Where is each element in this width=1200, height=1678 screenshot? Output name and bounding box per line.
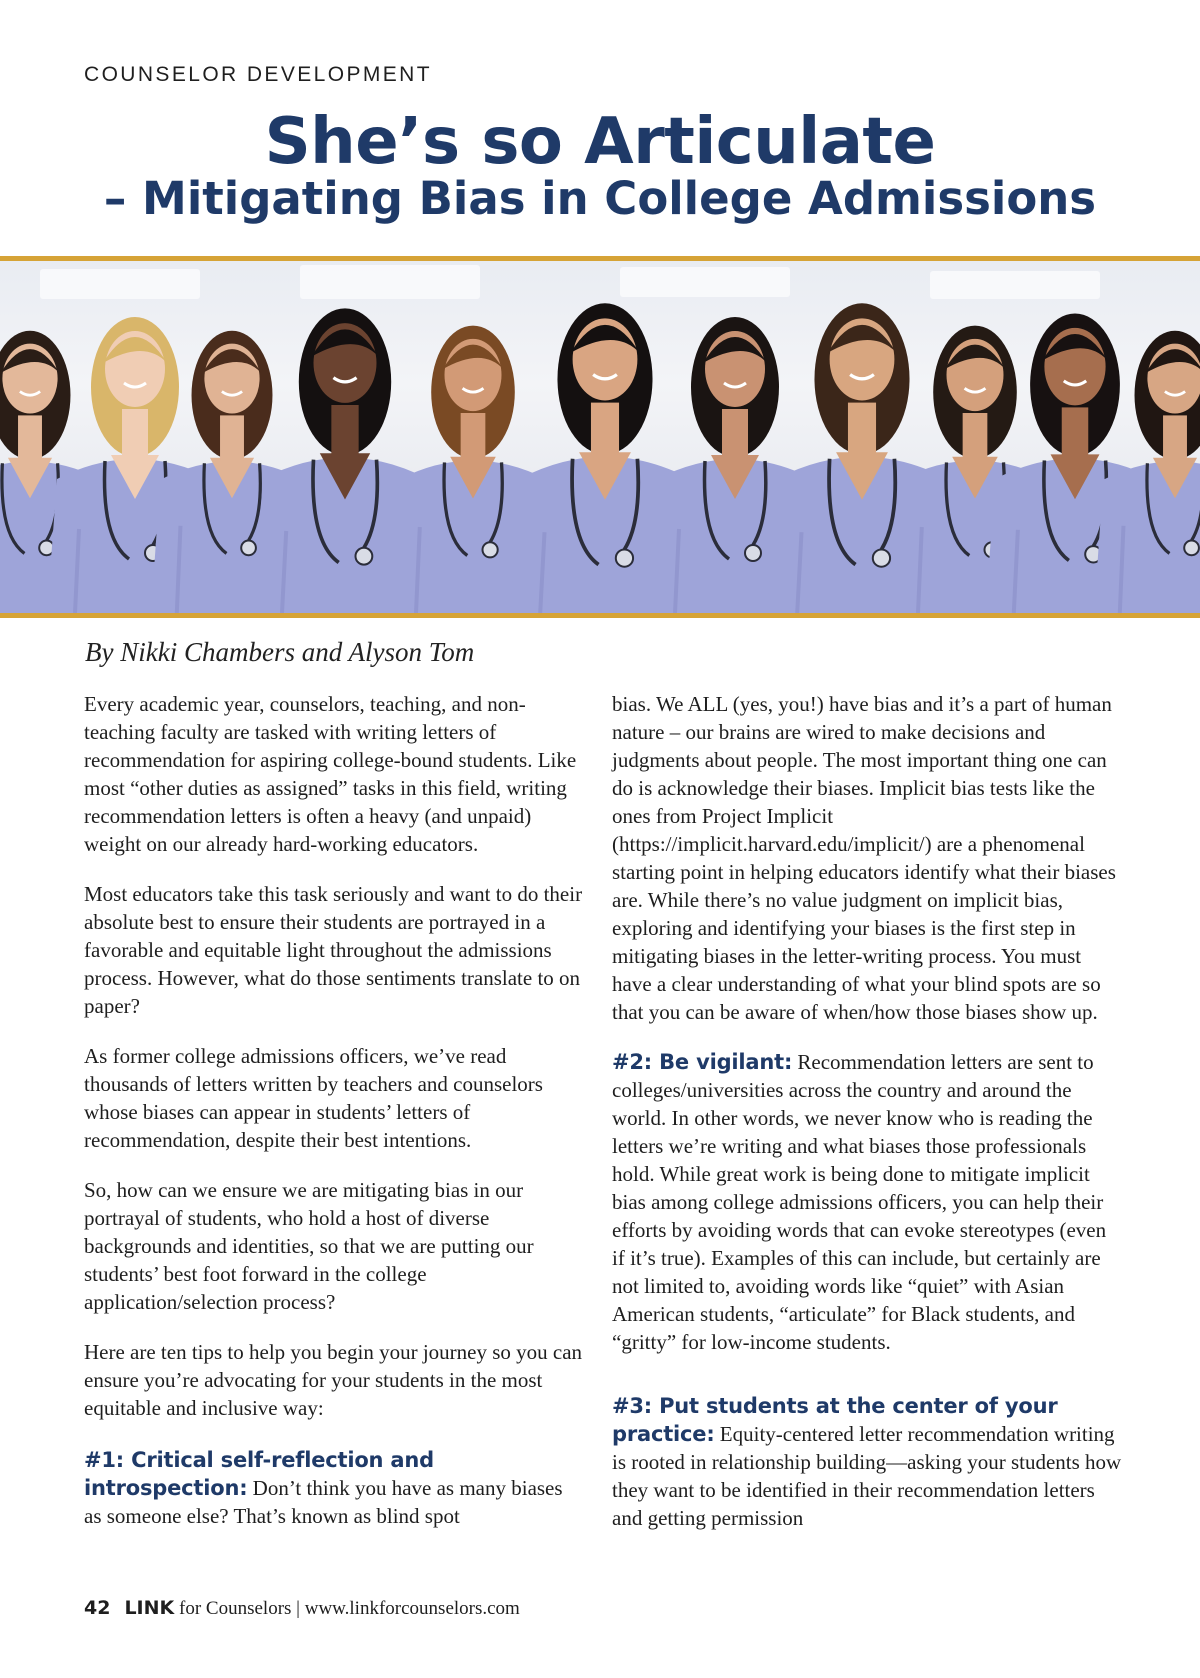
page-number: 42 (84, 1597, 111, 1619)
section-label: COUNSELOR DEVELOPMENT (84, 63, 432, 86)
bottom-gold-rule (0, 613, 1200, 618)
article-subtitle: – Mitigating Bias in College Admissions (103, 172, 1097, 225)
footer-publication: for Counselors | www.linkforcounselors.com (174, 1598, 520, 1619)
tip-2-heading: #2: Be vigilant: (612, 1050, 793, 1074)
left-column (84, 690, 584, 1530)
paragraph: Most educators take this task seriously and want to do their absolute best to ensure their students are portrayed in a favorable and equitable light throughout the admissions process. However, what do those sentiments translate to on paper? (84, 882, 583, 1018)
paragraph: So, how can we ensure we are mitigating bias in our portrayal of students, who hold a host of diverse backgrounds and identities, so that we are putting our students’ best foot forward in the college application/selection process? (84, 1178, 534, 1314)
paragraph: Every academic year, counselors, teaching, and non-teaching faculty are tasked with writing letters of recommendation for aspiring college-bound students. Like most “other duties as assigned” tasks in this field, writing recommendation letters is often a heavy (and unpaid) weight on our already hard-working educators. (84, 692, 577, 856)
paragraph: Here are ten tips to help you begin your journey so you can ensure you’re advocating for your students in the most equitable and inclusive way: (84, 1340, 583, 1420)
tip-3-body: Equity-centered letter recommendation writing is rooted in relationship building—asking your students how they want to be identified in their recommendation letters and getting permission (612, 1422, 1122, 1530)
paragraph: bias. We ALL (yes, you!) have bias and it’s a part of human nature – our brains are wired to make decisions and judgments about people. The most important thing one can do is acknowledge their biases. Implicit bias tests like the ones from Project Implicit (https://implicit.harvard.edu/implicit/) are a phenomenal starting point in helping educators identify what their biases are. While there’s no value judgment on implicit bias, exploring and identifying your biases is the first step in mitigating biases in the letter-writing process. You must have a clear understanding of what your blind spots are so that you can be aware of when/how those biases show up. (612, 692, 1116, 1024)
tip-3-heading: #3: Put students at the center of your practice: (612, 1394, 1058, 1446)
article-title: She’s so Articulate (264, 105, 936, 179)
footer-brand: LINK (124, 1597, 175, 1619)
tip-2-body: Recommendation letters are sent to colleges/universities across the country and around the world. In other words, we never know who is reading the letters we’re writing and what biases those professionals hold. While great work is being done to mitigate implicit bias among college admissions officers, you can help their efforts by avoiding words that can evoke stereotypes (even if it’s true). Examples of this can include, but certainly are not limited to, avoiding words like “quiet” with Asian American students, “articulate” for Black students, and “gritty” for low-income students. (612, 1050, 1107, 1354)
right-column (612, 690, 1124, 1532)
tip-2 (612, 1048, 1124, 1356)
tip-3 (612, 1392, 1124, 1532)
paragraph: As former college admissions officers, we’ve read thousands of letters written by teachers and counselors whose biases can appear in students’ letters of recommendation, despite their best intentions. (84, 1044, 543, 1152)
tip-1-body: Don’t think you have as many biases as someone else? That’s known as blind spot (84, 1476, 563, 1528)
byline: By Nikki Chambers and Alyson Tom (85, 637, 475, 667)
page-footer (84, 1597, 520, 1620)
tip-1 (84, 1446, 584, 1530)
hero-illustration (0, 261, 1200, 613)
tip-1-heading: #1: Critical self-reflection and introspection: (84, 1448, 434, 1500)
hero-image (0, 261, 1200, 613)
